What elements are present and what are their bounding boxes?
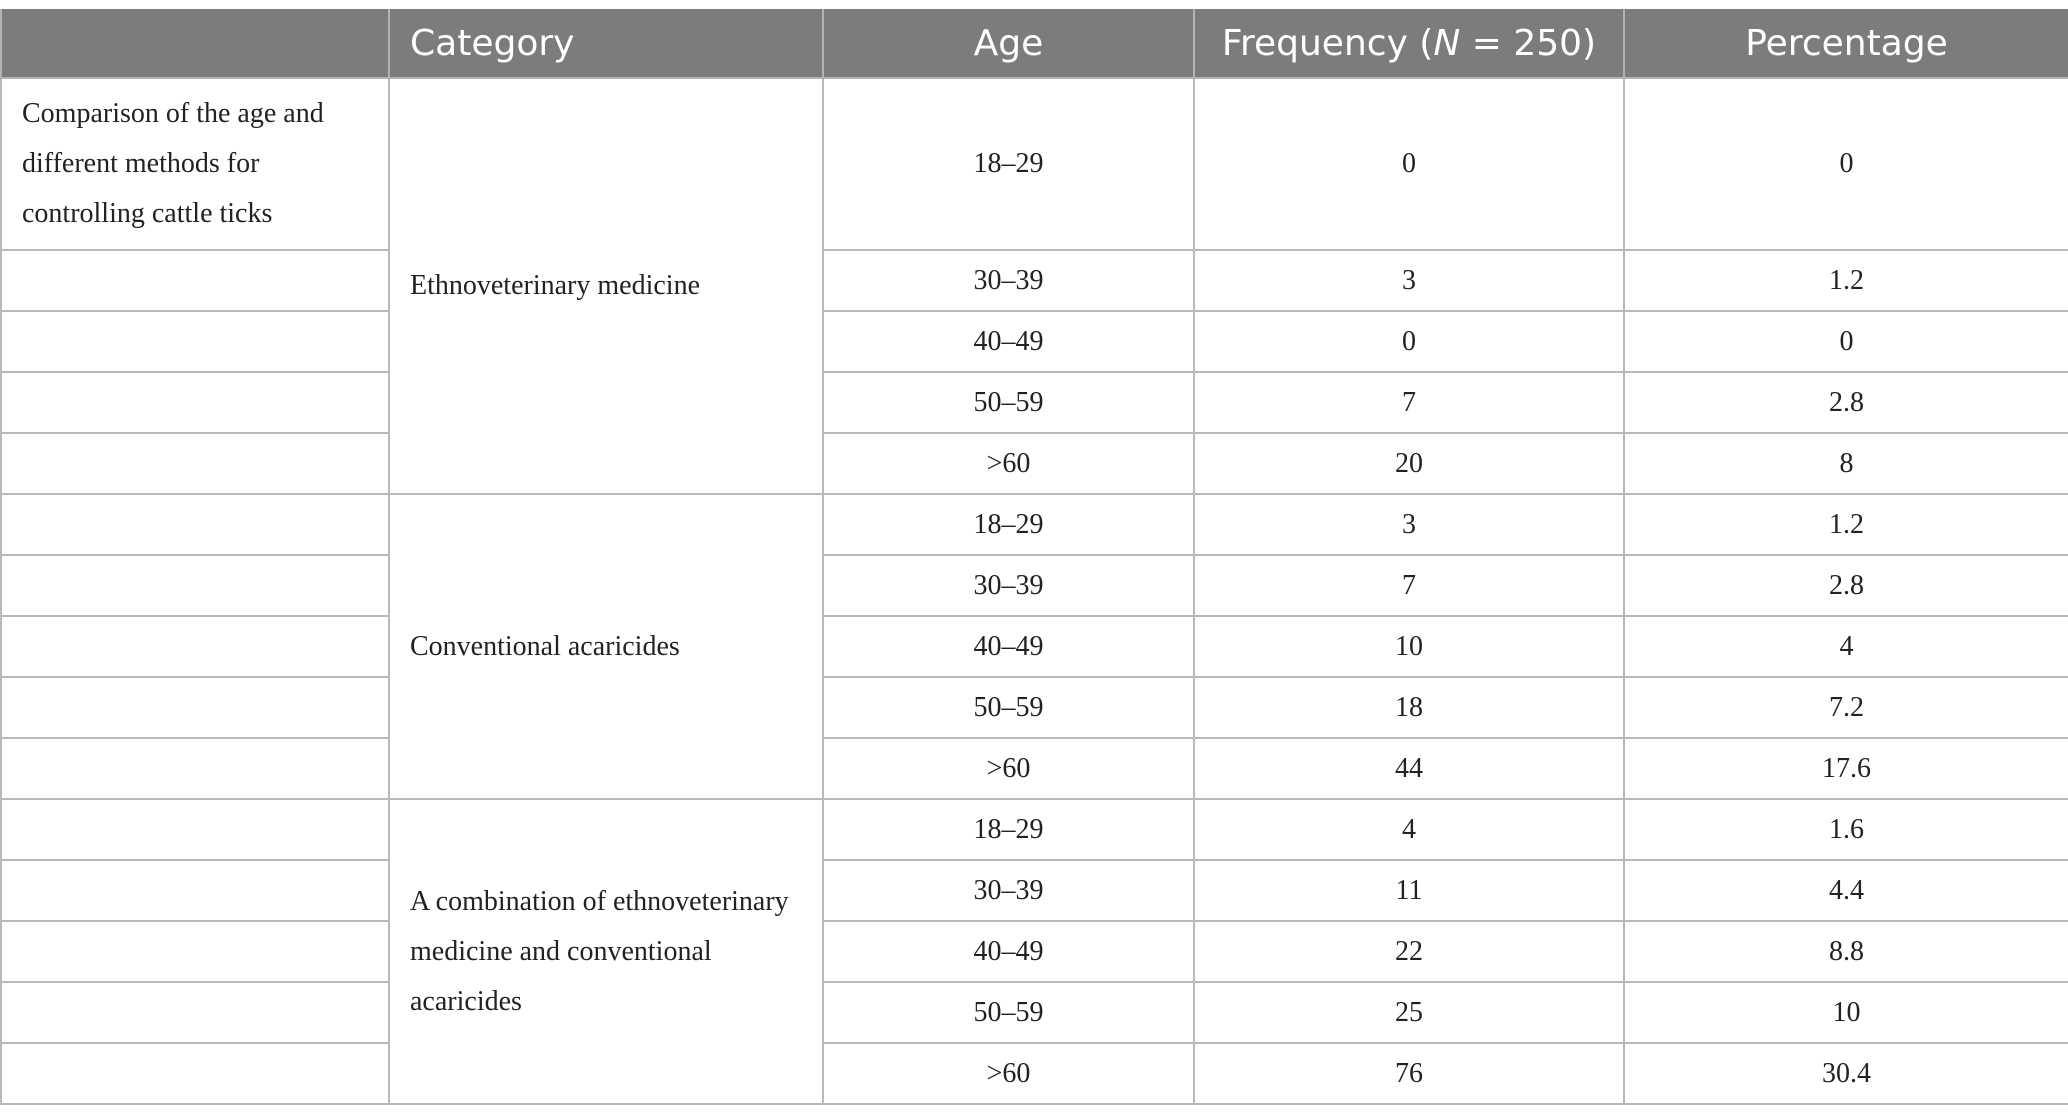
frequency-cell: 18 xyxy=(1194,677,1624,738)
table-row xyxy=(1,860,2068,921)
percentage-cell: 4.4 xyxy=(1624,860,2068,921)
header-category: Category xyxy=(389,9,823,78)
age-cell: 40–49 xyxy=(823,311,1194,372)
table-row xyxy=(1,555,2068,616)
age-cell: 30–39 xyxy=(823,555,1194,616)
header-row xyxy=(1,9,2068,78)
percentage-cell: 17.6 xyxy=(1624,738,2068,799)
frequency-cell: 7 xyxy=(1194,372,1624,433)
percentage-cell: 30.4 xyxy=(1624,1043,2068,1104)
age-cell: 40–49 xyxy=(823,616,1194,677)
table-row xyxy=(1,799,2068,860)
age-cell: 18–29 xyxy=(823,799,1194,860)
table-row xyxy=(1,78,2068,250)
percentage-cell: 1.2 xyxy=(1624,494,2068,555)
age-methods-table xyxy=(0,9,2068,1105)
percentage-cell: 0 xyxy=(1624,311,2068,372)
blank-cell xyxy=(1,982,389,1043)
blank-cell xyxy=(1,799,389,860)
blank-cell xyxy=(1,494,389,555)
percentage-cell: 10 xyxy=(1624,982,2068,1043)
table-row xyxy=(1,250,2068,311)
frequency-cell: 20 xyxy=(1194,433,1624,494)
table-row xyxy=(1,677,2068,738)
frequency-cell: 10 xyxy=(1194,616,1624,677)
frequency-cell: 76 xyxy=(1194,1043,1624,1104)
header-age: Age xyxy=(823,9,1194,78)
header-blank xyxy=(1,9,389,78)
blank-cell xyxy=(1,1043,389,1104)
header-frequency-suffix: = 250) xyxy=(1460,22,1597,64)
blank-cell xyxy=(1,555,389,616)
percentage-cell: 2.8 xyxy=(1624,372,2068,433)
caption-cell: Comparison of the age and different methods for controlling cattle ticks xyxy=(1,78,389,250)
frequency-cell: 3 xyxy=(1194,494,1624,555)
percentage-cell: 7.2 xyxy=(1624,677,2068,738)
header-frequency-prefix: Frequency ( xyxy=(1221,22,1434,64)
frequency-cell: 22 xyxy=(1194,921,1624,982)
header-frequency xyxy=(1194,9,1624,78)
frequency-cell: 44 xyxy=(1194,738,1624,799)
frequency-cell: 11 xyxy=(1194,860,1624,921)
frequency-cell: 7 xyxy=(1194,555,1624,616)
table-row xyxy=(1,982,2068,1043)
category-cell: A combination of ethnoveterinary medicine and conventional acaricides xyxy=(389,799,823,1104)
table-row xyxy=(1,311,2068,372)
blank-cell xyxy=(1,616,389,677)
percentage-cell: 8 xyxy=(1624,433,2068,494)
percentage-cell: 1.2 xyxy=(1624,250,2068,311)
percentage-cell: 8.8 xyxy=(1624,921,2068,982)
table-container xyxy=(0,9,2068,1105)
frequency-cell: 4 xyxy=(1194,799,1624,860)
blank-cell xyxy=(1,738,389,799)
age-cell: 40–49 xyxy=(823,921,1194,982)
age-cell: 18–29 xyxy=(823,78,1194,250)
table-row xyxy=(1,738,2068,799)
age-cell: >60 xyxy=(823,738,1194,799)
age-cell: 30–39 xyxy=(823,860,1194,921)
percentage-cell: 0 xyxy=(1624,78,2068,250)
category-cell: Ethnoveterinary medicine xyxy=(389,78,823,494)
table-row xyxy=(1,616,2068,677)
age-cell: 50–59 xyxy=(823,677,1194,738)
percentage-cell: 1.6 xyxy=(1624,799,2068,860)
category-cell: Conventional acaricides xyxy=(389,494,823,799)
blank-cell xyxy=(1,372,389,433)
blank-cell xyxy=(1,677,389,738)
table-row xyxy=(1,921,2068,982)
frequency-cell: 3 xyxy=(1194,250,1624,311)
age-cell: 30–39 xyxy=(823,250,1194,311)
blank-cell xyxy=(1,250,389,311)
frequency-cell: 25 xyxy=(1194,982,1624,1043)
age-cell: 50–59 xyxy=(823,982,1194,1043)
blank-cell xyxy=(1,433,389,494)
table-row xyxy=(1,494,2068,555)
header-percentage: Percentage xyxy=(1624,9,2068,78)
percentage-cell: 2.8 xyxy=(1624,555,2068,616)
header-frequency-n: N xyxy=(1433,22,1461,64)
age-cell: 50–59 xyxy=(823,372,1194,433)
table-row xyxy=(1,372,2068,433)
blank-cell xyxy=(1,311,389,372)
age-cell: >60 xyxy=(823,433,1194,494)
table-row xyxy=(1,433,2068,494)
age-cell: 18–29 xyxy=(823,494,1194,555)
blank-cell xyxy=(1,860,389,921)
frequency-cell: 0 xyxy=(1194,78,1624,250)
table-row xyxy=(1,1043,2068,1104)
age-cell: >60 xyxy=(823,1043,1194,1104)
blank-cell xyxy=(1,921,389,982)
frequency-cell: 0 xyxy=(1194,311,1624,372)
percentage-cell: 4 xyxy=(1624,616,2068,677)
